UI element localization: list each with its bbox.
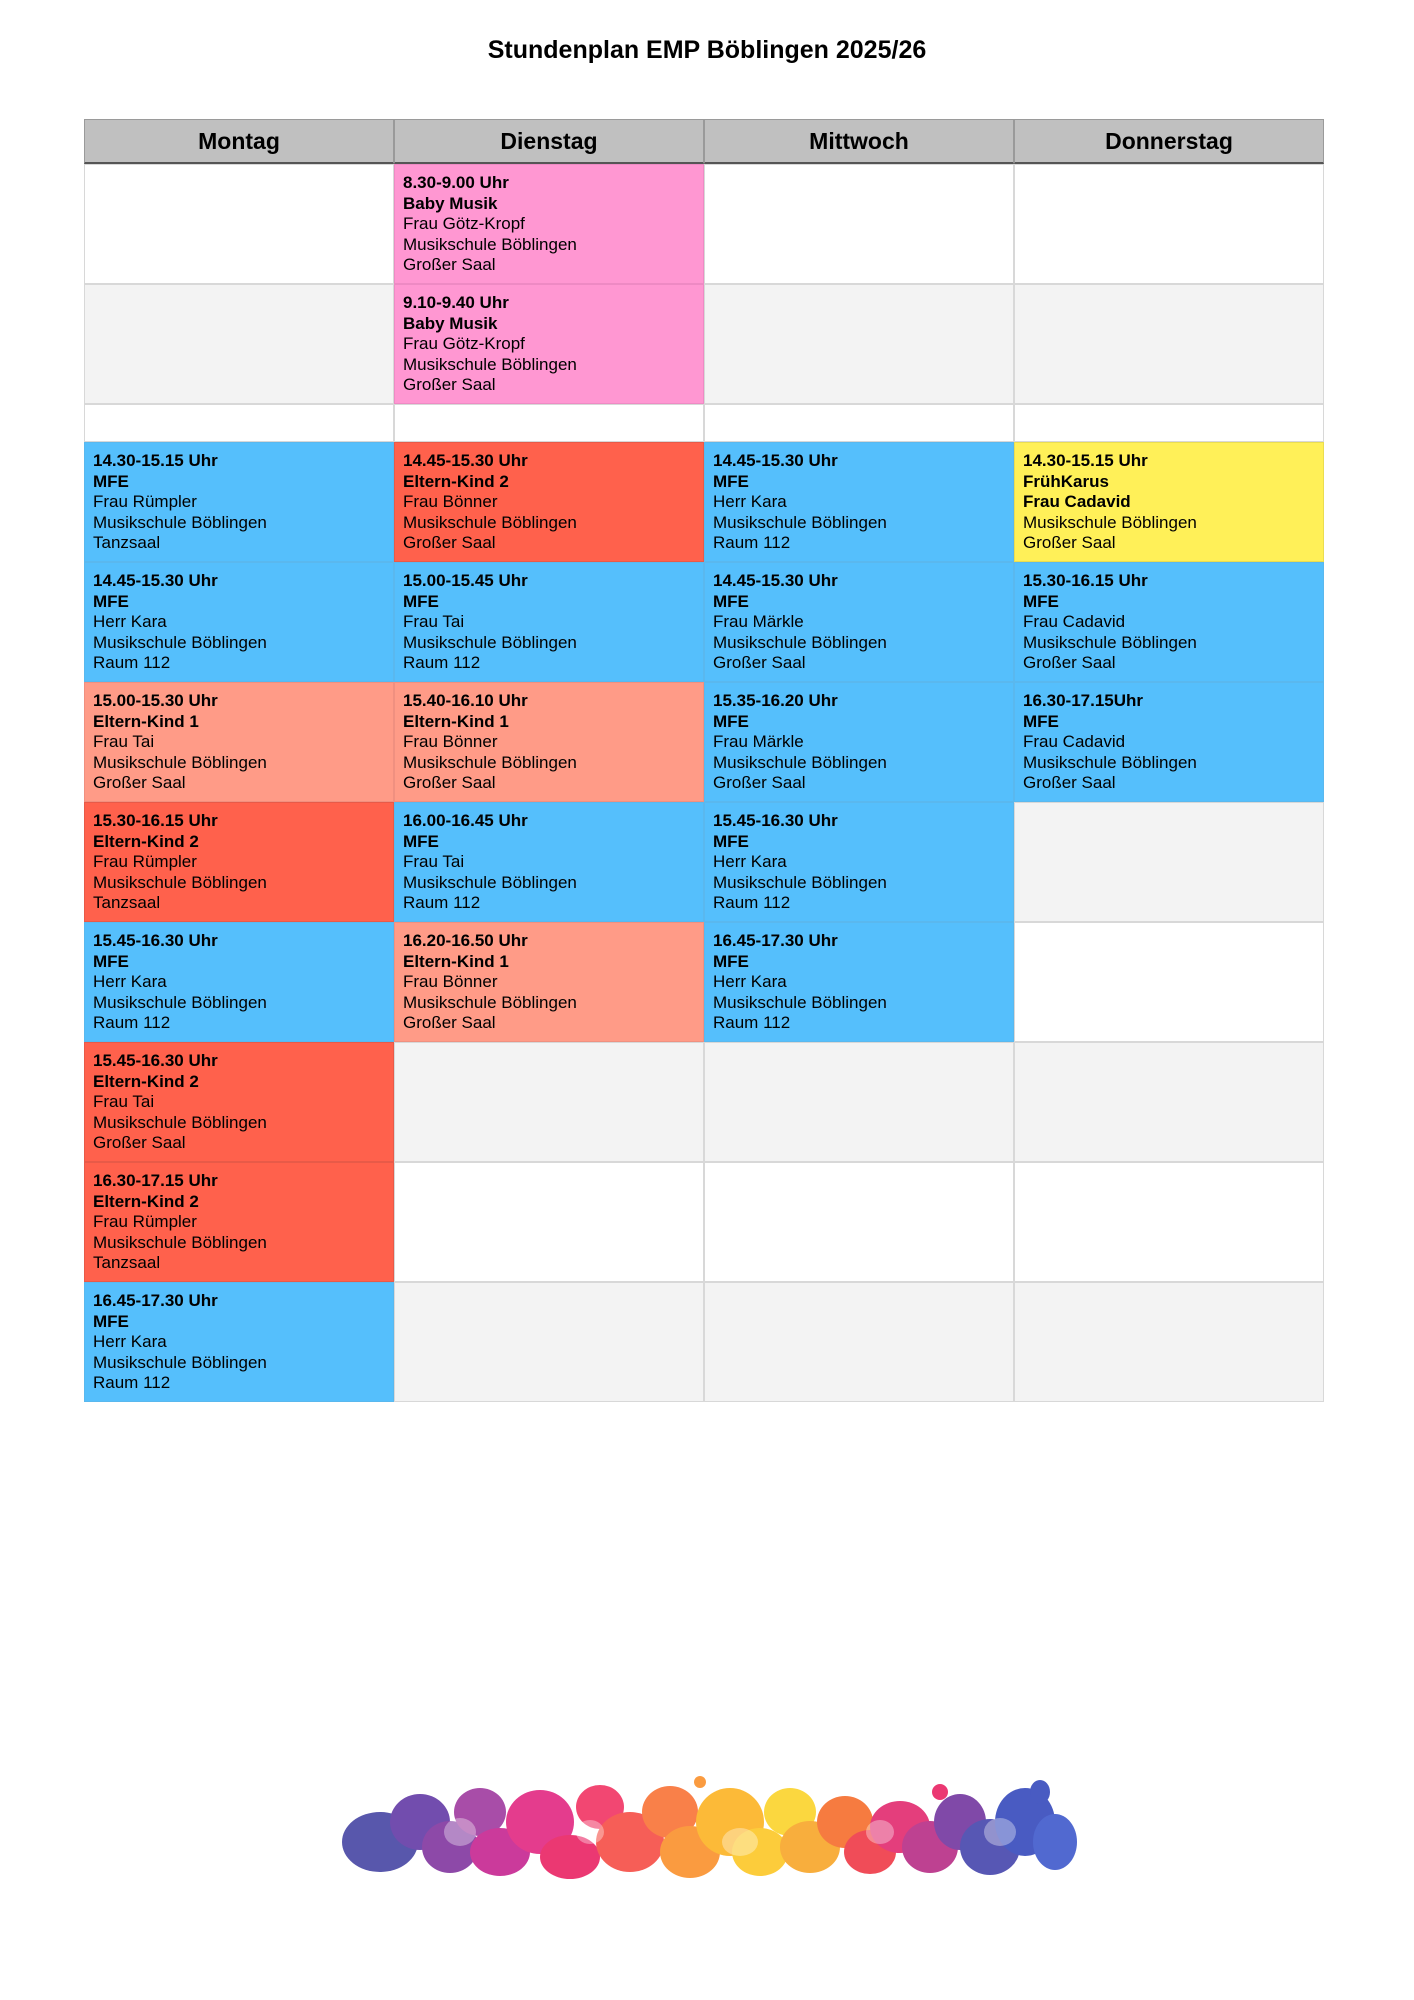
course-teacher: Frau Bönner <box>403 732 498 751</box>
course-teacher: Frau Cadavid <box>1023 492 1131 511</box>
course-school: Musikschule Böblingen <box>713 752 887 772</box>
course-school: Musikschule Böblingen <box>403 632 577 652</box>
empty-cell <box>704 404 1014 442</box>
course-room: Großer Saal <box>1023 653 1116 672</box>
empty-cell <box>704 1282 1014 1402</box>
empty-cell <box>84 164 394 284</box>
course-cell-monday <box>84 1282 394 1402</box>
course-room: Raum 112 <box>713 1013 791 1032</box>
course-room: Raum 112 <box>713 533 791 552</box>
course-cell-wednesday <box>704 682 1014 802</box>
course-cell-tuesday <box>394 164 704 284</box>
course-time: 15.40-16.10 Uhr <box>403 691 528 710</box>
course-teacher: Herr Kara <box>93 612 167 631</box>
course-name: MFE <box>93 591 129 611</box>
course-room: Großer Saal <box>403 533 496 552</box>
course-school: Musikschule Böblingen <box>93 512 267 532</box>
course-time: 15.30-16.15 Uhr <box>1023 571 1148 590</box>
table-row <box>84 1042 1326 1162</box>
day-header-thursday: Donnerstag <box>1014 119 1324 164</box>
course-name: Eltern-Kind 2 <box>93 831 199 851</box>
course-name: MFE <box>403 831 439 851</box>
course-cell-tuesday <box>394 922 704 1042</box>
course-name: Baby Musik <box>403 313 498 333</box>
course-teacher: Frau Cadavid <box>1023 732 1126 751</box>
course-school: Musikschule Böblingen <box>93 632 267 652</box>
course-time: 16.30-17.15 Uhr <box>93 1171 218 1190</box>
course-room: Tanzsaal <box>93 1253 161 1272</box>
course-room: Tanzsaal <box>93 893 161 912</box>
empty-cell <box>84 404 394 442</box>
course-time: 9.10-9.40 Uhr <box>403 293 509 312</box>
table-row <box>84 284 1326 404</box>
course-cell-thursday <box>1014 682 1324 802</box>
course-cell-tuesday <box>394 562 704 682</box>
empty-cell <box>1014 1162 1324 1282</box>
course-school: Musikschule Böblingen <box>93 872 267 892</box>
course-name: FrühKarus <box>1023 471 1109 491</box>
empty-cell <box>704 1042 1014 1162</box>
course-room: Großer Saal <box>713 773 806 792</box>
timetable-body <box>84 164 1326 1402</box>
course-cell-wednesday <box>704 442 1014 562</box>
course-teacher: Herr Kara <box>713 492 787 511</box>
course-name: MFE <box>713 471 749 491</box>
course-cell-tuesday <box>394 682 704 802</box>
empty-cell <box>394 1282 704 1402</box>
course-school: Musikschule Böblingen <box>403 512 577 532</box>
course-room: Großer Saal <box>403 255 496 274</box>
course-teacher: Frau Götz-Kropf <box>403 214 525 233</box>
course-time: 16.45-17.30 Uhr <box>93 1291 218 1310</box>
course-time: 16.20-16.50 Uhr <box>403 931 528 950</box>
course-name: MFE <box>713 951 749 971</box>
course-name: MFE <box>1023 711 1059 731</box>
course-school: Musikschule Böblingen <box>93 1352 267 1372</box>
course-school: Musikschule Böblingen <box>403 752 577 772</box>
course-time: 14.30-15.15 Uhr <box>93 451 218 470</box>
table-row <box>84 802 1326 922</box>
course-time: 16.00-16.45 Uhr <box>403 811 528 830</box>
course-school: Musikschule Böblingen <box>93 1112 267 1132</box>
course-room: Großer Saal <box>93 1133 186 1152</box>
course-teacher: Frau Tai <box>403 852 465 871</box>
course-school: Musikschule Böblingen <box>1023 752 1197 772</box>
course-cell-tuesday <box>394 802 704 922</box>
empty-cell <box>84 284 394 404</box>
course-name: Eltern-Kind 2 <box>403 471 509 491</box>
course-name: MFE <box>713 711 749 731</box>
empty-cell <box>1014 404 1324 442</box>
course-teacher: Frau Bönner <box>403 972 498 991</box>
course-school: Musikschule Böblingen <box>403 354 577 374</box>
course-time: 15.35-16.20 Uhr <box>713 691 838 710</box>
spacer-row <box>84 404 1326 442</box>
course-cell-monday <box>84 1042 394 1162</box>
table-row <box>84 562 1326 682</box>
course-time: 15.45-16.30 Uhr <box>93 1051 218 1070</box>
course-name: MFE <box>93 471 129 491</box>
course-cell-monday <box>84 1162 394 1282</box>
course-time: 14.30-15.15 Uhr <box>1023 451 1148 470</box>
course-teacher: Frau Tai <box>93 732 155 751</box>
course-room: Großer Saal <box>1023 773 1116 792</box>
page-title: Stundenplan EMP Böblingen 2025/26 <box>487 36 927 64</box>
course-name: MFE <box>93 951 129 971</box>
course-time: 16.45-17.30 Uhr <box>713 931 838 950</box>
course-time: 16.30-17.15Uhr <box>1023 691 1144 710</box>
course-teacher: Frau Tai <box>403 612 465 631</box>
table-row <box>84 1162 1326 1282</box>
course-school: Musikschule Böblingen <box>403 234 577 254</box>
course-room: Großer Saal <box>713 653 806 672</box>
course-name: MFE <box>1023 591 1059 611</box>
course-time: 14.45-15.30 Uhr <box>403 451 528 470</box>
course-room: Raum 112 <box>93 1013 171 1032</box>
course-teacher: Herr Kara <box>93 972 167 991</box>
course-cell-tuesday <box>394 284 704 404</box>
course-school: Musikschule Böblingen <box>1023 512 1197 532</box>
course-name: MFE <box>713 591 749 611</box>
course-time: 15.30-16.15 Uhr <box>93 811 218 830</box>
course-room: Großer Saal <box>403 375 496 394</box>
course-teacher: Herr Kara <box>713 972 787 991</box>
timetable-header <box>84 119 1326 164</box>
course-school: Musikschule Böblingen <box>93 992 267 1012</box>
empty-cell <box>1014 1042 1324 1162</box>
course-teacher: Frau Rümpler <box>93 852 197 871</box>
course-room: Raum 112 <box>403 653 481 672</box>
course-cell-monday <box>84 802 394 922</box>
course-cell-monday <box>84 682 394 802</box>
course-teacher: Herr Kara <box>93 1332 167 1351</box>
table-row <box>84 682 1326 802</box>
course-room: Raum 112 <box>713 893 791 912</box>
course-cell-wednesday <box>704 922 1014 1042</box>
course-cell-monday <box>84 442 394 562</box>
course-school: Musikschule Böblingen <box>713 992 887 1012</box>
course-cell-thursday <box>1014 442 1324 562</box>
course-teacher: Frau Bönner <box>403 492 498 511</box>
course-name: MFE <box>403 591 439 611</box>
course-time: 15.00-15.30 Uhr <box>93 691 218 710</box>
course-teacher: Frau Cadavid <box>1023 612 1126 631</box>
course-school: Musikschule Böblingen <box>93 1232 267 1252</box>
course-name: Eltern-Kind 2 <box>93 1191 199 1211</box>
course-name: Eltern-Kind 1 <box>93 711 199 731</box>
empty-cell <box>1014 922 1324 1042</box>
course-name: MFE <box>93 1311 129 1331</box>
course-name: MFE <box>713 831 749 851</box>
course-room: Großer Saal <box>403 773 496 792</box>
course-time: 14.45-15.30 Uhr <box>713 451 838 470</box>
course-time: 15.00-15.45 Uhr <box>403 571 528 590</box>
course-room: Raum 112 <box>403 893 481 912</box>
course-school: Musikschule Böblingen <box>93 752 267 772</box>
course-room: Großer Saal <box>403 1013 496 1032</box>
course-school: Musikschule Böblingen <box>713 872 887 892</box>
course-time: 14.45-15.30 Uhr <box>713 571 838 590</box>
table-row <box>84 1282 1326 1402</box>
course-school: Musikschule Böblingen <box>1023 632 1197 652</box>
course-name: Eltern-Kind 1 <box>403 951 509 971</box>
course-time: 15.45-16.30 Uhr <box>93 931 218 950</box>
course-name: Baby Musik <box>403 193 498 213</box>
empty-cell <box>394 1042 704 1162</box>
day-header-wednesday: Mittwoch <box>704 119 1014 164</box>
course-teacher: Frau Märkle <box>713 612 804 631</box>
course-teacher: Frau Rümpler <box>93 1212 197 1231</box>
day-header-tuesday: Dienstag <box>394 119 704 164</box>
course-school: Musikschule Böblingen <box>713 632 887 652</box>
empty-cell <box>704 164 1014 284</box>
course-room: Tanzsaal <box>93 533 161 552</box>
course-time: 8.30-9.00 Uhr <box>403 173 509 192</box>
empty-cell <box>1014 284 1324 404</box>
course-cell-wednesday <box>704 562 1014 682</box>
empty-cell <box>1014 164 1324 284</box>
course-teacher: Frau Märkle <box>713 732 804 751</box>
empty-cell <box>704 284 1014 404</box>
colorful-bubbles-decoration <box>340 1752 1080 1882</box>
empty-cell <box>394 404 704 442</box>
empty-cell <box>1014 1282 1324 1402</box>
course-name: Eltern-Kind 1 <box>403 711 509 731</box>
empty-cell <box>1014 802 1324 922</box>
course-teacher: Herr Kara <box>713 852 787 871</box>
course-teacher: Frau Tai <box>93 1092 155 1111</box>
table-row <box>84 164 1326 284</box>
course-cell-wednesday <box>704 802 1014 922</box>
course-school: Musikschule Böblingen <box>403 992 577 1012</box>
course-cell-tuesday <box>394 442 704 562</box>
course-school: Musikschule Böblingen <box>403 872 577 892</box>
course-school: Musikschule Böblingen <box>713 512 887 532</box>
course-room: Raum 112 <box>93 1373 171 1392</box>
timetable <box>84 119 1326 1402</box>
course-cell-thursday <box>1014 562 1324 682</box>
course-cell-monday <box>84 922 394 1042</box>
table-row <box>84 442 1326 562</box>
course-name: Eltern-Kind 2 <box>93 1071 199 1091</box>
course-teacher: Frau Götz-Kropf <box>403 334 525 353</box>
day-header-monday: Montag <box>84 119 394 164</box>
course-room: Großer Saal <box>1023 533 1116 552</box>
course-room: Raum 112 <box>93 653 171 672</box>
empty-cell <box>394 1162 704 1282</box>
empty-cell <box>704 1162 1014 1282</box>
course-time: 15.45-16.30 Uhr <box>713 811 838 830</box>
course-time: 14.45-15.30 Uhr <box>93 571 218 590</box>
course-cell-monday <box>84 562 394 682</box>
course-room: Großer Saal <box>93 773 186 792</box>
course-teacher: Frau Rümpler <box>93 492 197 511</box>
table-row <box>84 922 1326 1042</box>
